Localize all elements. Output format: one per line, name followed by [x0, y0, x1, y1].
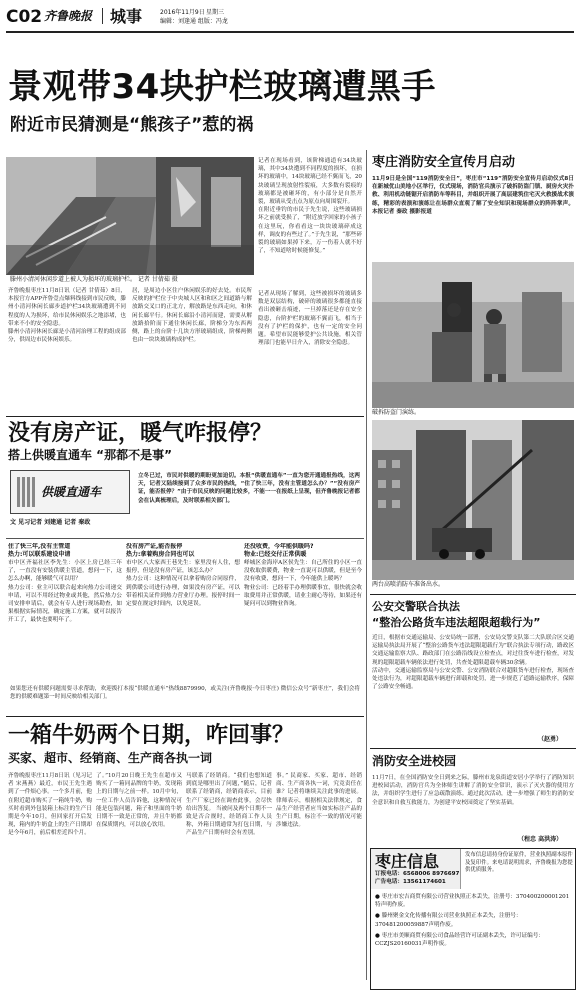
- traffic-kicker: 公安交警联合执法: [372, 600, 460, 613]
- lead-headline: 景观带34块护栏玻璃遭黑手: [8, 67, 436, 107]
- classified-title: 枣庄信息: [375, 852, 440, 871]
- fire-photo-1: [372, 262, 574, 408]
- q1-title: 住了快三年,没有主管道: [8, 543, 71, 550]
- fire-photo-2: [372, 420, 574, 580]
- heating-q2: [126, 543, 240, 673]
- heating-logo-text: 供暖直通车: [41, 485, 102, 499]
- fire-headline: 枣庄消防安全宣传月启动: [372, 155, 516, 170]
- q3-body: 峄城区金海岸A区侯先生：自己所住的小区一直没收取供暖费，物业一直说可以供暖，但是至今没有收费，想问一下，今年能供上暖吗？ 物业公司：已经着手办理供暖事宜，很快就会收取费用并正常供暖，请业主耐心等待，如果还有疑问可以到物业咨询。: [244, 560, 362, 608]
- classified-item: ● 滕州聚金文化传播有限公司营业执照正本丢失，注册号：370481200059887声明作废。: [375, 913, 522, 928]
- classified-note: 发布信息请持身份证原件，营业执照副本原件及复印件。来电请说明需求，齐鲁晚报为您提供优质服务。: [465, 852, 573, 874]
- q2-body: 市中区八大家西王巷先生：家里没有人住，想报停，但是没有房产证，该怎么办？ 热力公司：这种情况可以拿着购房合同原件，到供暖公司进行办理，如果没有房产证，可以带着相关证件到热力营业厅办理。报停时间一定要在规定时间内，以免延误。: [126, 560, 240, 608]
- lead-photo: [6, 157, 254, 275]
- classified-item: ● 枣庄市美顺商贸有限公司食品经营许可证副本丢失，许可证编号：CCZJS20160031声明作废。: [375, 932, 544, 948]
- lead-col-2: 居，是周边小区住户休闲娱乐的好去处。市民所反映的护栏位于中央城人区和和区之间道路与解放路交叉口的正北方，解放路是东西走向，和休闲长廊平行。休闲长廊沿小清河而建，需要从解放路拾阶而下通往休闲长廊，阶梯分为东西两侧，路上的台阶十几块方形玻璃组成，阶梯两侧也由一块块玻璃构成护栏。: [132, 288, 252, 344]
- column-divider: [366, 150, 367, 980]
- milk-col-4: 事。” 民商家、买家、超市、经销商、生产商各执一词，究竟责任在谁？记者将继续关注此事的进展。律师表示，根据相关法律规定，食品生产经营者应当如实标注产品的生产日期，标注不一致的情况可能涉嫌违法。: [276, 773, 362, 829]
- heating-rule: [6, 538, 364, 539]
- classified-item: ● 枣庄市宏吉商贸有限公司营业执照正本丢失，注册号：370400200001201特声明作废。: [375, 894, 570, 909]
- heating-q1: [8, 543, 122, 673]
- q2-subtitle: 热力:拿着购房合同也可以: [126, 551, 195, 558]
- right-rule-2: [370, 748, 576, 749]
- q1-body: 市中区齐福社区李先生：小区上房已经三年了，一直没有安装供暖主管道，想问一下，这怎么办啊，能够暖气可以用？ 热力公司：业主可以联合起来向热力公司递交申请，可以不用经过物业或其他，然后热力公司安排申请后，就会有专人进行现场勘查，如果根据实际情况，确定施工方案，就可以报告开工了，最快也要明年了。: [8, 560, 122, 624]
- section-title: 城事: [110, 7, 143, 26]
- header-divider: [102, 8, 103, 24]
- milk-col-3: 马联系了经销商。“我们也想知道到底是哪里出了问题，”随后，记者联系了经销商，经销商表示，目前生产厂家已经在调查此事，会尽快给出答复。 当被问及两个日期不一致是否合规时，经销商工作人员称，外箱日期通常为打包日期，与产品生产日期有时会有差别。: [186, 773, 272, 837]
- fire-photo-1-caption: 破拆防盗门演练。: [372, 409, 421, 416]
- fire-body: 11月9日是全国“119消防安全日”，枣庄市“119”消防安全宣传月启动仪式8日在新城优山美地小区举行，仪式现场，消防官兵演示了破拆防盗门锁、厨房火灾扑救、利用机动链锯开启消防车等科目，并组织开展了高层建筑住宅灭火救援战术演练，精彩的表演和演练让在场群众直观了解了安全知识和现场群众的阵阵掌声。 本报记者 秦政 摄影报道: [372, 176, 574, 215]
- milk-col-1: 齐鲁晚报枣庄11月8日讯（见习记者 宋燕燕）最近，市民王先生遇到了一件烦心事。一个多月前，他在附近超市购买了一箱纯牛奶，购买时看到外包装箱上标注的生产日期是今年10月，但回家打开后发现，箱内的牛奶盒上的生产日期却是今年6月，前后相差近四个月。: [8, 773, 92, 837]
- lead-bottom-rule: [6, 416, 364, 417]
- fire-truck-photo-icon: [372, 420, 574, 580]
- heating-headline: 没有房产证，暖气咋报停？: [8, 421, 273, 446]
- traffic-body: 近日，根据市交通运输局、公安局统一部署，公安局交警支队第二大队联合区交通运输局执法局开展了“整治公路货车违法超限超载行为”联合执法专项行动，路政区交通运输监察大队、路政部门在公路沿线设立检查点，对过往货车进行检查，对发现的超限超载车辆依法进行处罚，共查处超限超载车辆30余辆。 活动中，交通运输监察局与公安交警、公安消防联合对超限货车进行检查，现场查处违法行为，对超限超载车辆进行卸载和处罚，进一步规范了道路运输秩序，保障了公路安全畅通。: [372, 635, 574, 691]
- radiator-icon: [17, 477, 35, 507]
- school-signature: （程忠 高洪涛）: [518, 836, 563, 843]
- header-date: 2016年11月9日: [160, 9, 205, 16]
- q2-title: 没有房产证,能否报停: [126, 543, 183, 550]
- firefighter-drill-photo-icon: [372, 262, 574, 408]
- lead-photo-caption: 滕州小清河休闲步道上被人为损坏的玻璃护栏。 记者 甘倩茹 摄: [10, 276, 178, 283]
- classified-tel-row: [375, 879, 446, 887]
- heating-footer-note: 如果您还有供暖问题需要寻求帮助，欢迎拨打本报“供暖直通车”热线8879990，或关注(齐鲁晚报·今日枣庄) 微信公众号“新枣庄”，我们会将您的供暖难题第一时间反映给相关部门。: [10, 686, 360, 701]
- header-editors: 编辑：刘逢通 组版：冯龙: [160, 18, 228, 25]
- school-body: 11月7日，在全国消防安全日到来之际，滕州市龙泉街道安居小学举行了消防知识进校园活动，消防官兵为全体师生讲解了消防安全常识，演示了灭火器的使用方法，并组织学生进行了应急疏散演练。通过此次活动，进一步增强了师生的消防安全意识和自救互救能力，为创建平安校园奠定了坚实基础。: [372, 775, 574, 806]
- heating-intro: 立冬已过，市民对供暖的期盼更加迫切。本报“供暖直通车”一直为您开通通报热线，这两天，记者又陆续接到了众多市民的热线，“住了快三年，没有主管道怎么办？”“没有房产证，能否报停？”由于市民反映的问题比较多，不能一一在报纸上呈现，但齐鲁晚报记者都会在认真梳理后，及时联系相关部门。: [138, 473, 360, 504]
- fire-photo-2-caption: 两台高喷消防车准备出水。: [372, 581, 445, 588]
- milk-col-2: 了。”10月20日晚王先生在超市又购买了一箱同品牌的牛奶，发现箱上的日期与之前一样。10月中旬，一位工作人员告诉他，这种情况可能是包装问题，箱子和里面的牛奶日期不一致是正常的，并且牛奶都在保质期内，可以放心饮用。: [96, 773, 182, 829]
- page-number: C02: [6, 7, 43, 27]
- lead-subheadline: 附近市民猜测是“熊孩子”惹的祸: [10, 115, 254, 135]
- classified-tel-label: 广告电话：: [375, 879, 403, 885]
- header-weekday: 星期三: [206, 9, 225, 16]
- lead-col-4: 记者从现场了解到，这些被损坏的玻璃多数是双层结构，破碎的玻璃很多都能直接看出被砸击痕迹，一旦掉落还是存在安全隐患，台阶护栏的玻璃不翼而飞，相当于没有了护栏的保护，也有一定的安全问题。希望市民能够爱护公共设施，相关管理部门也能早日介入，消除安全隐患。: [258, 291, 362, 347]
- classified-box: [370, 848, 576, 990]
- classified-phone-1: 6568006 8976697: [402, 871, 460, 877]
- q3-subtitle: 物业:已经交付正常供暖: [244, 551, 307, 558]
- classified-phone-label: 订报电话：: [375, 871, 403, 877]
- q1-subtitle: 热力:可以联系建设申请: [8, 551, 71, 558]
- classified-phone-row: [375, 871, 459, 879]
- heating-q3: [244, 543, 362, 673]
- heating-bottom-rule: [6, 716, 364, 717]
- school-headline: 消防安全进校园: [372, 754, 457, 768]
- milk-subheadline: 买家、超市、经销商、生产商各执一词: [8, 751, 213, 765]
- classified-list: [375, 893, 573, 948]
- q3-title: 还没收费，今年能供暖吗?: [244, 543, 314, 550]
- stairway-photo-icon: [6, 157, 254, 275]
- right-rule-1: [370, 594, 576, 595]
- classified-phone-2: 13561174601: [402, 879, 446, 885]
- heating-subheadline: 搭上供暖直通车 “那都不是事”: [8, 448, 172, 462]
- traffic-headline: “整治公路货车违法超限超载行为”: [372, 616, 541, 629]
- traffic-signature: （赵勇）: [538, 736, 563, 743]
- lead-col-1: 齐鲁晚报枣庄11月8日讯（记者 甘倩茹）8日，本报官方APP齐鲁壹点爆料线接到市民反映，滕州小清河休闲长廊步道护栏34块玻璃遭到不同程度的人为损坏，给市民休闲娱乐之地添堵，也带来不小的安全隐患。 滕州小清河休闲长廊是小清河治理工程的组成部分，供周边市民休闲娱乐。: [8, 288, 126, 344]
- heating-logo: [10, 470, 130, 514]
- paper-logo: 齐鲁晚报: [44, 9, 93, 23]
- header-rule: [6, 31, 574, 33]
- milk-headline: 一箱牛奶两个日期，咋回事？: [8, 723, 295, 748]
- heating-byline: 文 见习记者 刘建通 记者 秦政: [10, 519, 91, 526]
- lead-col-3: 记者在现场看到，该阶梯通道有34块玻璃，其中34块遭到不同程度的损坏，在损坏的玻璃中，14块玻璃已经不翼而飞，20块玻璃呈现放射性裂痕，大多数有裂痕的玻璃都是被砸坏的，有小部分是自然开裂，玻璃从受击点为原点向周围裂开。 在附近垂钓的市民于先生说，这些玻璃损坏之前就受损了，“附近放学回家的小孩子在这里玩，你看看这一块块玻璃碎成这样，调皮的有些过了。”于先生说，“那些碎裂的玻璃如果掉下来，万一伤着人就不好了，不知道啥时候能修复。”: [258, 158, 362, 255]
